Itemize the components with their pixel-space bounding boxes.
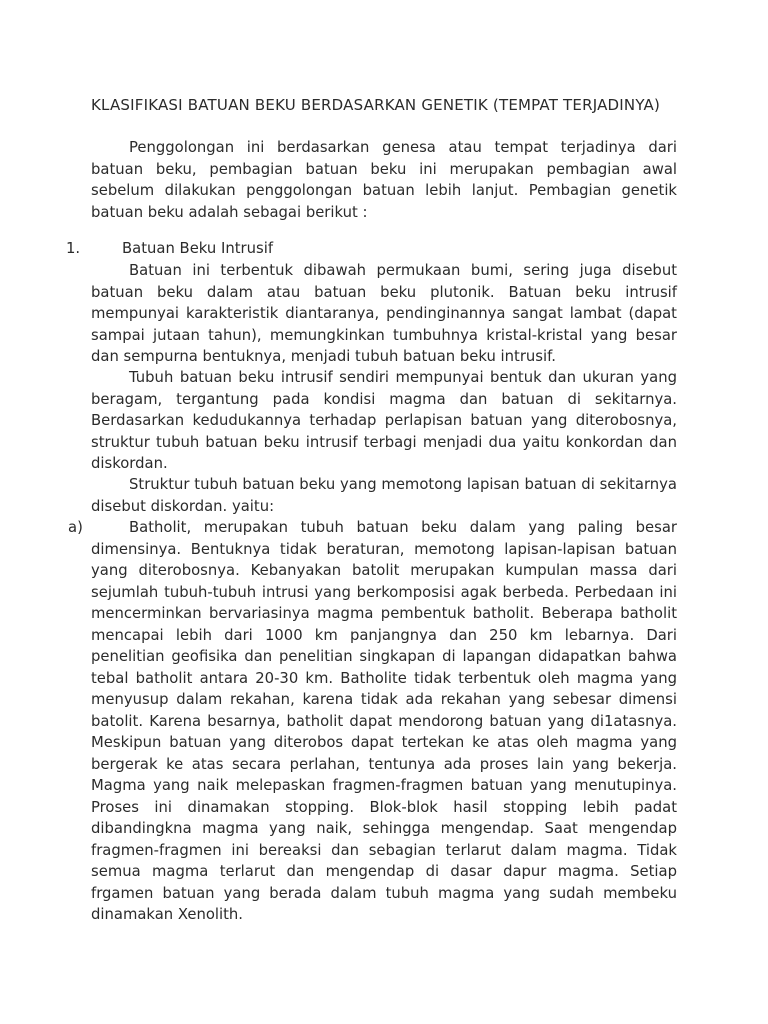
section1-paragraph-1 xyxy=(91,260,677,368)
section-heading-intrusif: Batuan Beku Intrusif xyxy=(122,240,274,257)
document-title: KLASIFIKASI BATUAN BEKU BERDASARKAN GENETIK (TEMPAT TERJADINYA) xyxy=(91,96,661,114)
section1-paragraph-3-text: Struktur tubuh batuan beku yang memotong lapisan batuan di sekitarnya disebut diskordan. yaitu: xyxy=(91,476,677,515)
list-marker-a: a) xyxy=(68,519,83,536)
section1-paragraph-3 xyxy=(91,474,677,517)
section1-paragraph-2-text: Tubuh batuan beku intrusif sendiri mempunyai bentuk dan ukuran yang beragam, tergantung pada kondisi magma dan batuan di sekitarnya. Berdasarkan kedudukannya terhadap perlapisan batuan yang diterobosnya, struktur tubuh batuan beku intrusif terbagi menjadi dua yaitu konkordan dan diskordan. xyxy=(91,369,677,472)
item-a-text: Batholit, merupakan tubuh batuan beku dalam yang paling besar dimensinya. Bentuknya tidak beraturan, memotong lapisan-lapisan batuan yang diterobosnya. Kebanyakan batolit merupakan kumpulan massa dari sejumlah tubuh-tubuh intrusi yang berkomposisi agak berbeda. Perbedaan ini mencerminkan bervariasinya magma pembentuk batholit. Beberapa batholit mencapai lebih dari 1000 km panjangnya dan 250 km lebarnya. Dari penelitian geofisika dan penelitian singkapan di lapangan didapatkan bahwa tebal batholit antara 20-30 km. Batholite tidak terbentuk oleh magma yang menyusup dalam rekahan, karena tidak ada rekahan yang sebesar dimensi batolit. Karena besarnya, batholit dapat mendorong batuan yang di1atasnya. Meskipun batuan yang diterobos dapat tertekan ke atas oleh magma yang bergerak ke atas secara perlahan, tentunya ada proses lain yang bekerja. Magma yang naik melepaskan fragmen-fragmen batuan yang menutupinya. Proses ini dinamakan stopping. Blok-blok hasil stopping lebih padat dibandingkna magma yang naik, sehingga mengendap. Saat mengendap fragmen-fragmen ini bereaksi dan sebagian terlarut dalam magma. Tidak semua magma terlarut dan mengendap di dasar dapur magma. Setiap frgamen batuan yang berada dalam tubuh magma yang sudah membeku dinamakan Xenolith. xyxy=(91,519,677,923)
item-a-paragraph xyxy=(91,517,677,926)
list-marker-1: 1. xyxy=(66,240,81,257)
intro-paragraph xyxy=(91,137,677,223)
section1-paragraph-1-text: Batuan ini terbentuk dibawah permukaan bumi, sering juga disebut batuan beku dalam atau batuan beku plutonik. Batuan beku intrusif mempunyai karakteristik diantaranya, pendinginannya sangat lambat (dapat sampai jutaan tahun), memungkinkan tumbuhnya kristal-kristal yang besar dan sempurna bentuknya, menjadi tubuh batuan beku intrusif. xyxy=(91,262,677,365)
intro-text: Penggolongan ini berdasarkan genesa atau tempat terjadinya dari batuan beku, pembagian batuan beku ini merupakan pembagian awal sebelum dilakukan penggolongan batuan lebih lanjut. Pembagian genetik batuan beku adalah sebagai berikut : xyxy=(91,139,677,221)
section1-paragraph-2 xyxy=(91,367,677,475)
